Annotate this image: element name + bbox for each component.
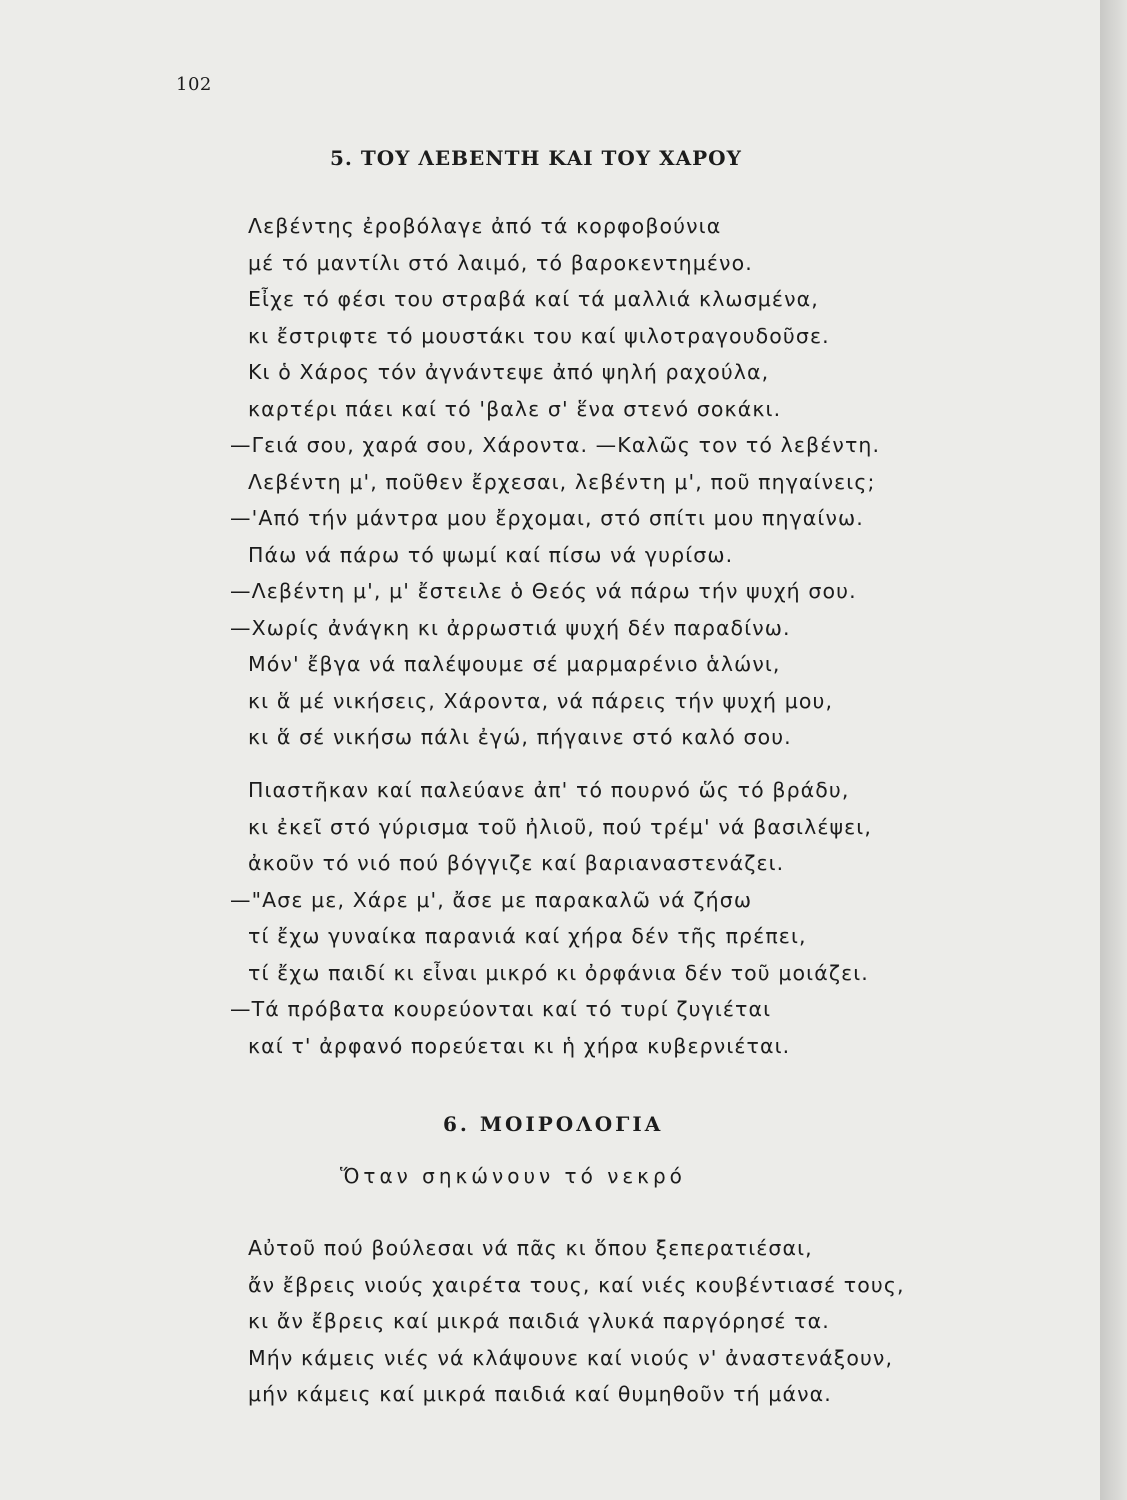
verse-line: —'Από τήν μάντρα μου ἔρχομαι, στό σπίτι μου πηγαίνω.	[230, 506, 864, 530]
section-title-6: 6. ΜΟΙΡΟΛΟΓΙΑ	[443, 1112, 664, 1136]
verse-line: Πιαστῆκαν καί παλεύανε ἀπ' τό πουρνό ὥς τό βράδυ,	[248, 778, 850, 802]
verse-line: κι ἔστριφτε τό μουστάκι του καί ψιλοτραγουδοῦσε.	[248, 323, 830, 348]
verse-line: καρτέρι πάει καί τό 'βαλε σ' ἕνα στενό σοκάκι.	[248, 396, 782, 421]
section-subtitle: Ὅταν σηκώνουν τό νεκρό	[340, 1164, 686, 1188]
verse-line: —"Ασε με, Χάρε μ', ἄσε με παρακαλῶ νά ζήσω	[230, 887, 753, 912]
verse-line: Λεβέντη μ', ποῦθεν ἔρχεσαι, λεβέντη μ', ποῦ πηγαίνεις;	[248, 469, 876, 494]
verse-line: κι ἅ μέ νικήσεις, Χάροντα, νά πάρεις τήν ψυχή μου,	[248, 688, 834, 713]
verse-line: μήν κάμεις καί μικρά παιδιά καί θυμηθοῦν τή μάνα.	[248, 1382, 832, 1406]
poem-stanza	[230, 772, 990, 1064]
verse-line: κι ἅ σέ νικήσω πάλι ἐγώ, πήγαινε στό καλό σου.	[248, 725, 792, 749]
verse-line: κι ἄν ἔβρεις καί μικρά παιδιά γλυκά παργόρησέ τα.	[248, 1309, 830, 1333]
verse-line: Πάω νά πάρω τό ψωμί καί πίσω νά γυρίσω.	[248, 542, 734, 567]
verse-line: —Χωρίς ἀνάγκη κι ἀρρωστιά ψυχή δέν παραδίνω.	[230, 615, 791, 640]
poem-stanza	[230, 1230, 990, 1413]
verse-line: Μόν' ἔβγα νά παλέψουμε σέ μαρμαρένιο ἁλώνι,	[248, 652, 781, 676]
verse-line: Μήν κάμεις νιές νά κλάψουνε καί νιούς ν' ἀναστενάξουν,	[248, 1345, 894, 1370]
verse-line: μέ τό μαντίλι στό λαιμό, τό βαροκεντημένο.	[248, 250, 753, 275]
section-title-5: 5. ΤΟΥ ΛΕΒΕΝΤΗ ΚΑΙ ΤΟΥ ΧΑΡΟΥ	[330, 146, 742, 170]
verse-line: Εἶχε τό φέσι του στραβά καί τά μαλλιά κλωσμένα,	[248, 287, 819, 311]
verse-line: κι ἐκεῖ στό γύρισμα τοῦ ἠλιοῦ, πού τρέμ' νά βασιλέψει,	[248, 814, 872, 839]
verse-line: ἀκοῦν τό νιό πού βόγγιζε καί βαριαναστενάζει.	[248, 851, 785, 875]
verse-line: —Τά πρόβατα κουρεύονται καί τό τυρί ζυγιέται	[230, 997, 772, 1021]
verse-line: —Λεβέντη μ', μ' ἔστειλε ὁ Θεός νά πάρω τήν ψυχή σου.	[230, 579, 857, 603]
verse-line: Λεβέντης ἐροβόλαγε ἀπό τά κορφοβούνια	[248, 214, 722, 238]
verse-line: Κι ὁ Χάρος τόν ἀγνάντεψε ἀπό ψηλή ραχούλα,	[248, 360, 770, 384]
verse-line: Αὐτοῦ πού βούλεσαι νά πᾶς κι ὅπου ξεπερατιέσαι,	[248, 1236, 813, 1260]
verse-line: —Γειά σου, χαρά σου, Χάροντα. —Καλῶς τον τό λεβέντη.	[230, 433, 881, 457]
poem-stanza	[230, 208, 990, 756]
verse-line: ἄν ἔβρεις νιούς χαιρέτα τους, καί νιές κουβέντιασέ τους,	[248, 1272, 905, 1297]
verse-line: τί ἔχω γυναίκα παρανιά καί χήρα δέν τῆς πρέπει,	[248, 924, 807, 948]
verse-line: τί ἔχω παιδί κι εἶναι μικρό κι ὀρφάνια δέν τοῦ μοιάζει.	[248, 960, 869, 985]
page-edge	[1100, 0, 1127, 1500]
verse-line: καί τ' ἀρφανό πορεύεται κι ἡ χήρα κυβερνιέται.	[248, 1033, 791, 1058]
page-number: 102	[176, 74, 212, 95]
